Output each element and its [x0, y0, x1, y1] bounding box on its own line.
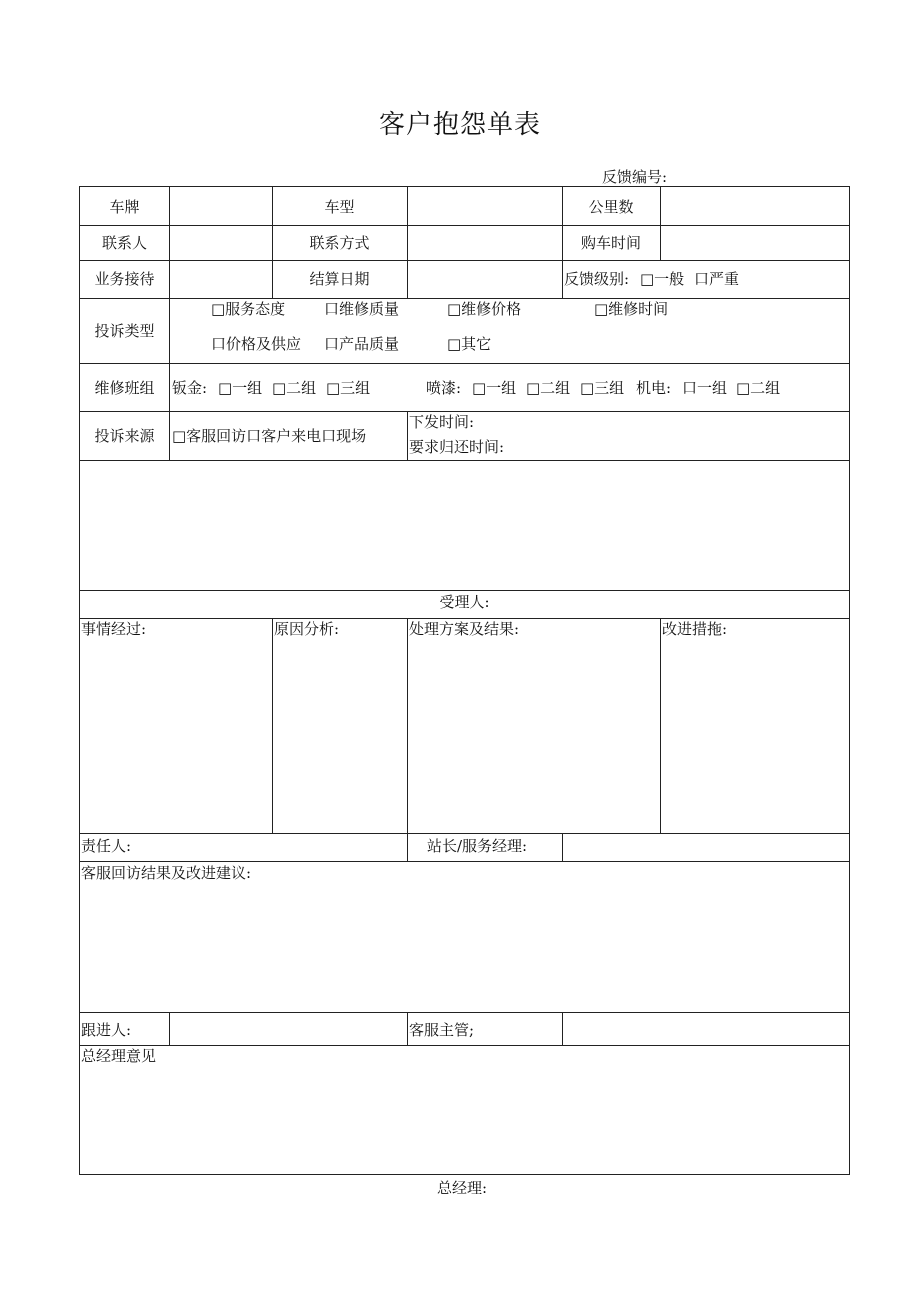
label-model: 车型 [324, 198, 355, 216]
mech-option[interactable]: □二组 [736, 379, 781, 397]
mech-option[interactable]: 口一组 [682, 379, 728, 397]
complaint-type-option[interactable]: 口价格及供应 [211, 335, 302, 353]
level-serious-checkbox[interactable]: 口严重 [694, 270, 740, 288]
label-follower: 跟进人: [81, 1021, 132, 1039]
label-cause: 原因分析: [274, 620, 340, 638]
sheet-metal-option[interactable]: □一组 [218, 379, 263, 397]
label-feedback-level: 反馈级别: [564, 270, 630, 288]
sheet-metal-option[interactable]: □二组 [272, 379, 317, 397]
label-gm-sign: 总经理: [437, 1179, 488, 1197]
label-solution: 处理方案及结果: [409, 620, 520, 638]
label-return-time: 要求归还时间: [409, 438, 505, 456]
label-callback: 客服回访结果及改进建议: [81, 864, 252, 882]
paint-option[interactable]: □一组 [472, 379, 517, 397]
complaint-type-option[interactable]: □维修价格 [447, 300, 522, 318]
label-repair-team: 维修班组 [94, 379, 155, 397]
label-events: 事情经过: [81, 620, 147, 638]
complaint-type-option[interactable]: 口维修质量 [324, 300, 400, 318]
label-reception: 业务接待 [94, 270, 155, 288]
label-paint: 喷漆: [426, 379, 462, 397]
label-station-manager: 站长/服务经理: [427, 837, 528, 855]
complaint-source-options[interactable]: □客服回访口客户来电口现场 [172, 427, 367, 445]
label-sheet-metal: 钣金: [172, 379, 208, 397]
label-purchase-time: 购车时间 [580, 234, 641, 252]
paint-option[interactable]: □三组 [580, 379, 625, 397]
label-mileage: 公里数 [588, 198, 634, 216]
label-settle-date: 结算日期 [309, 270, 370, 288]
label-gm-opinion: 总经理意见 [81, 1047, 157, 1065]
label-complaint-type: 投诉类型 [94, 322, 155, 340]
label-improve: 改进措拖: [662, 620, 728, 638]
complaint-type-option[interactable]: □服务态度 [211, 300, 286, 318]
label-complaint-source: 投诉来源 [94, 427, 155, 445]
label-contact-method: 联系方式 [309, 234, 370, 252]
label-responsible: 责任人: [81, 837, 132, 855]
page-title: 客户抱怨单表 [378, 110, 541, 140]
feedback-number-label: 反馈编号: [602, 168, 668, 186]
level-general-checkbox[interactable]: □一般 [640, 270, 685, 288]
label-contact: 联系人 [101, 234, 147, 252]
label-issue-time: 下发时间: [409, 413, 475, 431]
complaint-type-option[interactable]: □维修时间 [594, 300, 669, 318]
label-receiver: 受理人: [439, 593, 490, 611]
label-plate: 车牌 [109, 198, 140, 216]
label-mech: 机电: [636, 379, 672, 397]
sheet-metal-option[interactable]: □三组 [326, 379, 371, 397]
paint-option[interactable]: □二组 [526, 379, 571, 397]
complaint-type-option[interactable]: □其它 [447, 335, 492, 353]
complaint-form [79, 186, 850, 1175]
complaint-type-option[interactable]: 口产品质量 [324, 335, 400, 353]
label-cs-supervisor: 客服主管; [409, 1021, 475, 1039]
